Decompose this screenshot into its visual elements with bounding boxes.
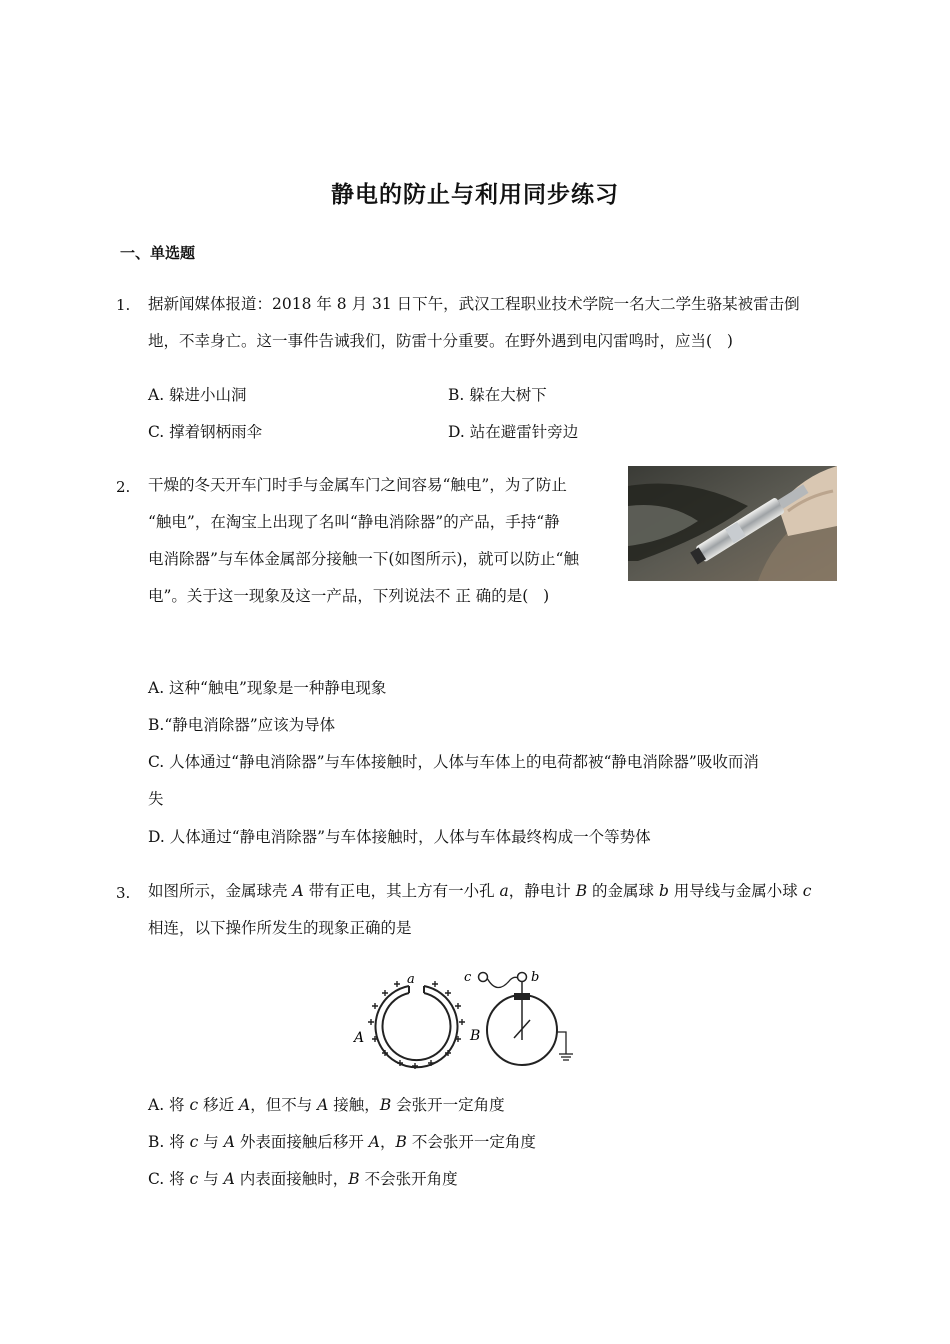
option-b: B. 将 c 与 A 外表面接触后移开 A，B 不会张开一定角度 bbox=[148, 1133, 536, 1151]
electroscope-diagram bbox=[352, 966, 584, 1084]
option-a: A. 将 c 移近 A，但不与 A 接触，B 会张开一定角度 bbox=[148, 1096, 505, 1114]
option-c: C. 撑着钢柄雨伞 bbox=[148, 423, 263, 441]
page-title: 静电的防止与利用同步练习 bbox=[331, 182, 619, 208]
option-a: A. 躲进小山洞 bbox=[148, 386, 247, 404]
section-heading: 一、单选题 bbox=[120, 244, 196, 262]
question-text-line: 如图所示，金属球壳 A 带有正电，其上方有一小孔 a，静电计 B 的金属球 b 用导线与金属小球 c bbox=[148, 882, 812, 900]
question-number: 2. bbox=[116, 478, 131, 496]
question-text-line: 相连，以下操作所发生的现象正确的是 bbox=[148, 919, 412, 937]
label-a: a bbox=[407, 972, 415, 987]
option-a: A. 这种“触电”现象是一种静电现象 bbox=[148, 679, 387, 697]
question-text-line: “触电”，在淘宝上出现了名叫“静电消除器”的产品，手持“静 bbox=[148, 513, 560, 531]
option-d: D. 人体通过“静电消除器”与车体接触时，人体与车体最终构成一个等势体 bbox=[148, 828, 651, 846]
option-b: B. 躲在大树下 bbox=[448, 386, 547, 404]
label-c: c bbox=[464, 970, 472, 985]
question-text-line: 干燥的冬天开车门时手与金属车门之间容易“触电”，为了防止 bbox=[148, 476, 567, 494]
question-text-line: 据新闻媒体报道：2018 年 8 月 31 日下午，武汉工程职业技术学院一名大二学生骆某被雷击倒 bbox=[148, 295, 800, 313]
label-b: b bbox=[531, 970, 540, 985]
label-B: B bbox=[470, 1028, 481, 1044]
question-number: 3. bbox=[116, 884, 131, 902]
question-number: 1. bbox=[116, 296, 131, 314]
label-A: A bbox=[354, 1030, 365, 1046]
option-c: C. 人体通过“静电消除器”与车体接触时，人体与车体上的电荷都被“静电消除器”吸收而消 bbox=[148, 753, 759, 771]
question-text-line: 地，不幸身亡。这一事件告诫我们，防雷十分重要。在野外遇到电闪雷鸣时，应当( ) bbox=[148, 332, 733, 350]
question-text-line: 电消除器”与车体金属部分接触一下(如图所示)，就可以防止“触 bbox=[148, 550, 579, 568]
option-d: D. 站在避雷针旁边 bbox=[448, 423, 579, 441]
question-text-line: 电”。关于这一现象及这一产品，下列说法不 正 确的是( ) bbox=[148, 587, 550, 605]
option-b: B.“静电消除器”应该为导体 bbox=[148, 716, 336, 734]
static-eliminator-photo bbox=[628, 466, 837, 581]
option-c: C. 将 c 与 A 内表面接触时，B 不会张开角度 bbox=[148, 1170, 458, 1188]
option-c-continued: 失 bbox=[148, 790, 164, 808]
